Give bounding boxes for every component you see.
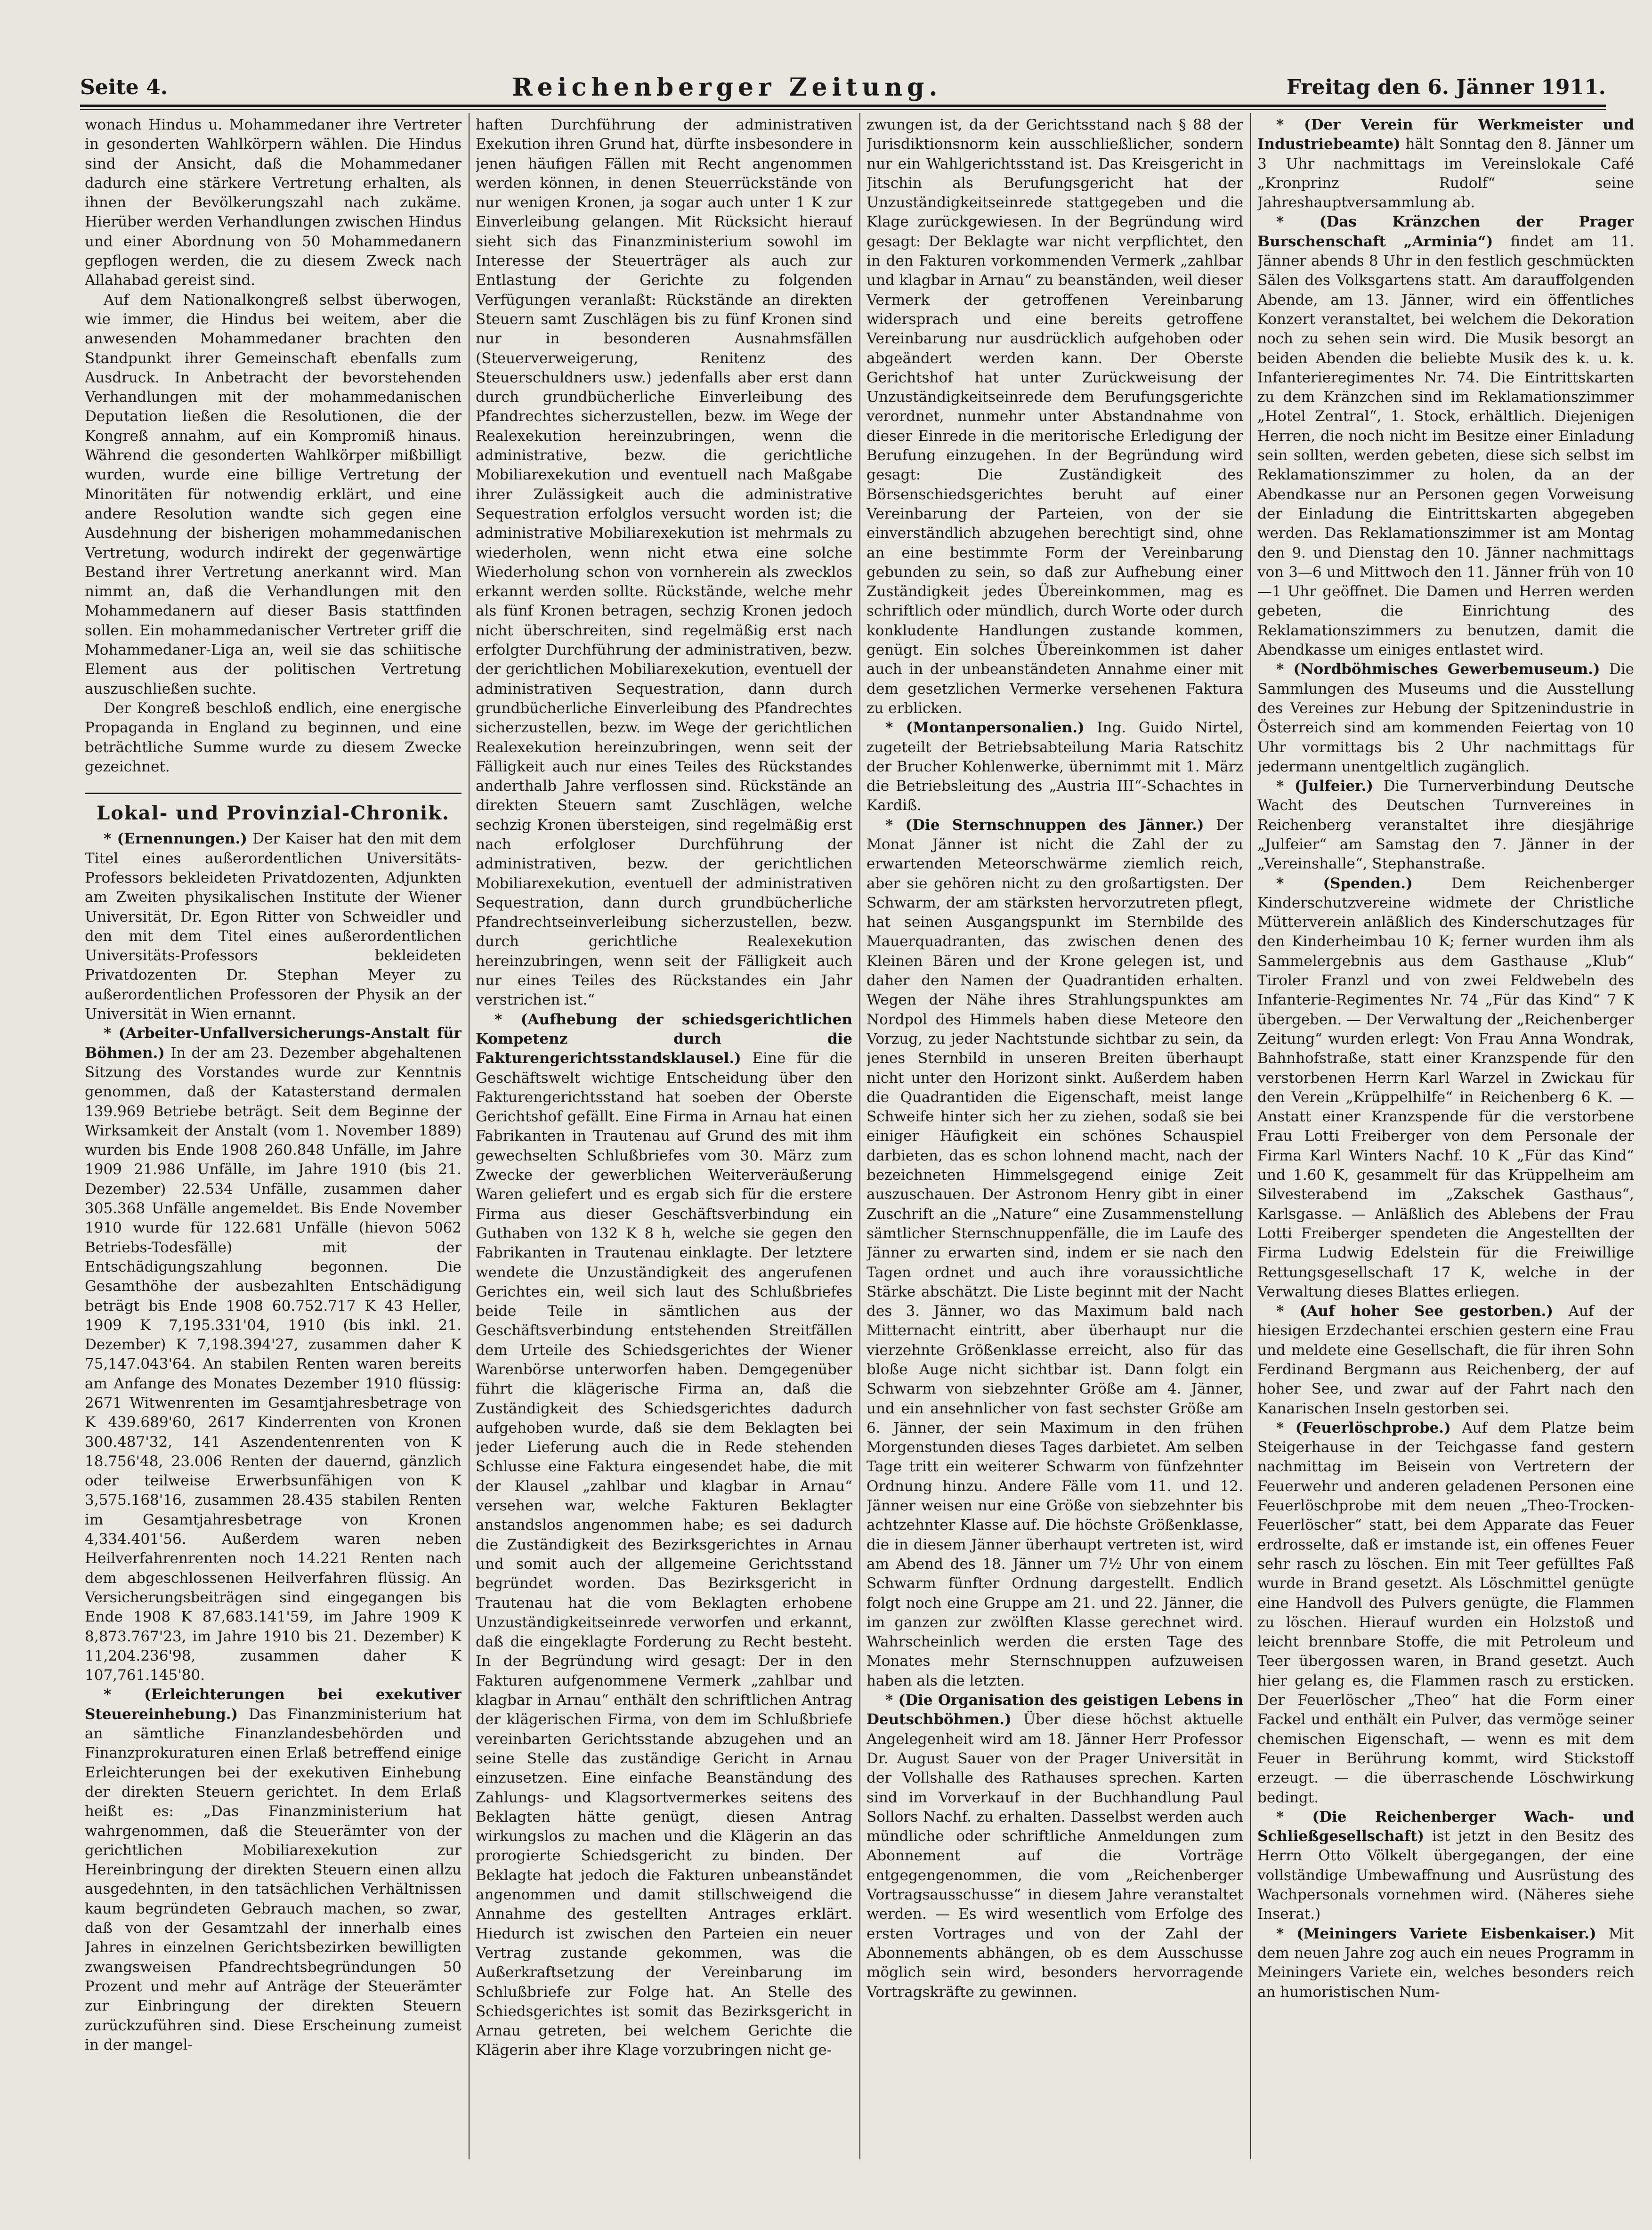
news-item-body: In der am 23. Dezember abgehaltenen Sitzung des Vorstandes wurde zur Kenntnis genommen, daß der Katasterstand dermalen 139.969 Betriebe beträgt. Seit dem Beginne der Wirksamkeit der Anstalt (vom 1. November 1889) wurden bis Ende 1908 260.848 Unfälle, im Jahre 1909 21.986 Unfälle, im Jahre 1910 (bis 21. Dezember) 22.534 Unfälle, zusammen daher 305.368 Unfälle angemeldet. Bis Ende November 1910 wurde für 122.681 Unfälle (hievon 5062 Betriebs-Todesfälle) mit der Entschädigungszahlung begonnen. Die Gesamthöhe der ausbezahlten Entschädigung beträgt bis Ende 1908 60.752.717 K 43 Heller, 1909 K 7,195.331'04, 1910 (bis inkl. 21. Dezember) K 7,198.394'27, zusammen daher K 75,147.043'64. An stabilen Renten waren bereits am Anfange des Monates Dezember 1910 flüssig: 2671 Witwenrenten im Gesamtjahresbetrage von K 439.689'60, 2617 Kinderrenten von Kronen 300.487'32, 141 Aszendentenrenten von K 18.756'48, 23.006 Renten der dauernd, gänzlich oder teilweise Erwerbsunfähigen von K 3,575.168'16, zusammen 28.435 stabilen Renten im Gesamtjahresbetrage von Kronen 4,334.401'56. Außerdem waren neben Heilverfahrenrenten noch 14.221 Renten nach dem abgeschlossenen Heilverfahren flüssig. An Versicherungsbeiträgen sind eingegangen bis Ende 1908 K 87,683.141'59, im Jahre 1909 K 8,873.767'23, im Jahre 1910 bis 21. Dezember) K 11,204.236'98, zusammen daher K 107,761.145'80. bbox=[85, 1044, 462, 1684]
page-header bbox=[80, 71, 1606, 104]
news-item-body: Der Kaiser hat den mit dem Titel eines außerordentlichen Universitäts-Professors bekleideten Privatdozenten, Adjunkten am Zweiten physikalischen Institute der Wiener Universität, Dr. Egon Ritter von Schweidler und den mit dem Titel eines außerordentlichen Universitäts-Professors bekleideten Privatdozenten Dr. Stephan Meyer zu außerordentlichen Professoren der Physik an der Universität in Wien ernannt. bbox=[85, 830, 462, 1023]
news-item-heading: * (Montanpersonalien.) bbox=[885, 719, 1085, 737]
news-item bbox=[1257, 1808, 1634, 1924]
header-rule bbox=[80, 105, 1606, 107]
news-item bbox=[1257, 212, 1634, 660]
news-item-body: Das Finanzministerium hat an sämtliche Finanzlandesbehörden und Finanzprokuraturen einen Erlaß betreffend einige Erleichterungen bei der exekutiven Einhebung der direkten Steuern gerichtet. In dem Erlaß heißt es: „Das Finanzministerium hat wahrgenommen, daß die Steuerämter von der gerichtlichen Mobiliarexekution zur Hereinbringung der direkten Steuern einen allzu ausgedehnten, in den tatsächlichen Verhältnissen kaum begründeten Gebrauch machen, so zwar, daß von der Gesamtzahl der innerhalb eines Jahres in einzelnen Gerichtsbezirken bewilligten zwangsweisen Pfandrechtsbegründungen 50 Prozent und mehr auf Anträge der Steuerämter zur Einbringung der direkten Steuern zurückzuführen sind. Diese Erscheinung zumeist in der mangel- bbox=[85, 1705, 462, 2053]
column-divider bbox=[469, 113, 470, 2159]
newspaper-masthead: Reichenberger Zeitung. bbox=[512, 73, 942, 102]
news-item bbox=[85, 1024, 462, 1685]
news-item-heading: * (Das Kränzchen der Prager Burschenschaft „Arminia“) bbox=[1257, 213, 1634, 250]
news-item-body: Die Turnerverbindung Deutsche Wacht des Deutschen Turnvereines in Reichenberg veranstaltet ihre diesjährige „Julfeier“ am Samstag den 7. Jänner in der „Vereinshalle“, Stephanstraße. bbox=[1257, 778, 1634, 873]
news-item bbox=[1257, 1302, 1634, 1419]
news-item-body: ist jetzt in den Besitz des Herrn Otto Völkelt übergegangen, der eine vollständige Umbewaffnung und Ausrüstung des Wachpersonals vornehmen wird. (Näheres siehe Inserat.) bbox=[1257, 1828, 1634, 1923]
news-item-heading: * (Die Reichenberger Wach- und Schließgesellschaft) bbox=[1257, 1808, 1634, 1845]
news-item bbox=[1257, 1924, 1634, 2002]
news-item bbox=[476, 1010, 852, 2060]
news-item-heading: * (Julfeier.) bbox=[1276, 778, 1373, 795]
news-item-heading: * (Nordböhmisches Gewerbemuseum.) bbox=[1276, 661, 1600, 678]
news-item bbox=[1257, 660, 1634, 777]
news-item-heading: * (Die Sternschnuppen des Jänner.) bbox=[885, 816, 1204, 834]
news-item-body: Dem Reichenberger Kinderschutzvereine widmete der Christliche Mütterverein anläßlich des Kinderschutzages für den Kinderheimbau 10 K; ferner wurden ihm als Sammelergebnis aus dem Gasthause „Klub“ Tiroler Franzl und von zwei Feldwebeln des Infanterie-Regimentes Nr. 74 „Für das Kind“ 7 K übergeben. — Der Verwaltung der „Reichenberger Zeitung“ wurden erlegt: Von Frau Anna Wondrak, Bahnhofstraße, statt einer Kranzspende für den verstorbenen Herrn Karl Warzel in Zwickau für den Verein „Krüppelhilfe“ in Reichenberg 6 K. — Anstatt einer Kranzspende für die verstorbene Frau Lotti Freiberger von dem Personale der Firma Karl Winters Nachf. 10 K „Für das Kind“ und 1.60 K, gesammelt für das Krüppelheim am Silvesterabend im „Zakschek Gasthaus“, Karlsgasse. — Anläßlich des Ablebens der Frau Lotti Freiberger spendeten die Angestellten der Firma Ludwig Edelstein für die Freiwillige Rettungsgesellschaft 17 K, welche in der Verwaltung dieses Blattes erliegen. bbox=[1257, 875, 1634, 1300]
news-item bbox=[866, 816, 1243, 1691]
news-item-body: Ing. Guido Nirtel, zugeteilt der Betriebsabteilung Maria Ratschitz der Brucher Kohlenwerke, übernimmt mit 1. März die Betriebsleitung des „Austria III“-Schachtes in Kardiß. bbox=[866, 719, 1243, 814]
column-1 bbox=[85, 115, 462, 2159]
news-item bbox=[1257, 874, 1634, 1302]
news-item bbox=[866, 718, 1243, 815]
article-paragraph: Auf dem Nationalkongreß selbst überwogen, wie immer, die Hindus bei weitem, aber die anwesenden Mohammedaner brachten den Standpunkt ihrer Gemeinschaft ebenfalls zum Ausdruck. In Anbetracht der bevorstehenden Verhandlungen mit der mohammedanischen Deputation ließen die Resolutionen, die der Kongreß annahm, auf ein Kompromiß hinaus. Während die gesonderten Wahlkörper mißbilligt wurden, wurde eine billige Vertretung der Minoritäten für notwendig erklärt, und eine andere Resolution wandte sich gegen eine Ausdehnung der bisherigen mohammedanischen Vertretung, wodurch indirekt der gegenwärtige Bestand ihrer Vertretung anerkannt wird. Man nimmt an, daß die Verhandlungen mit den Mohammedanern auf dieser Basis stattfinden sollen. Ein mohammedanischer Vertreter griff die Mohammedaner-Liga an, weil sie das schiitische Element aus der politischen Vertretung auszuschließen suchte. bbox=[85, 291, 462, 697]
news-item-heading: * (Ernennungen.) bbox=[104, 830, 247, 848]
news-item bbox=[1257, 777, 1634, 874]
news-item-body: Über diese höchst aktuelle Angelegenheit wird am 18. Jänner Herr Professor Dr. August Sauer von der Prager Universität in der Vollshalle des Rathauses sprechen. Karten sind im Vorverkauf in der Buchhandlung Paul Sollors Nachf. zu erhalten. Dasselbst werden auch mündliche oder schriftliche Anmeldungen zum Abonnement auf die Vorträge entgegengenommen, die vom „Reichenberger Vortragsausschusse“ in diesem Jahre veranstaltet werden. — Es wird wesentlich vom Erfolge des ersten Vortrages und von der Zahl der Abonnements abhängen, ob es dem Ausschusse möglich sein wird, besonders hervorragende Vortragskräfte zu gewinnen. bbox=[866, 1711, 1243, 2001]
article-paragraph: haften Durchführung der administrativen Exekution ihren Grund hat, dürfte insbesondere in jenen häufigen Fällen mit Recht angenommen werden können, in denen Steuerrückstände von nur wenigen Kronen, ja sogar auch unter 1 K zur Einverleibung gelangen. Mit Rücksicht hierauf sieht sich das Finanzministerium sowohl im Interesse der Steuerträger als auch zur Entlastung der Gerichte zu folgenden Verfügungen veranlaßt: Rückstände an direkten Steuern samt Zuschlägen bis zu fünf Kronen sind nur in besonderen Ausnahmsfällen (Steuerverweigerung, Renitenz des Steuerschuldners usw.) jedenfalls aber erst dann durch grundbücherliche Einverleibung des Pfandrechtes sicherzustellen, bezw. im Wege der Realexekution hereinzubringen, wenn die administrative, bezw. die gerichtliche Mobiliarexekution und eventuell nach Maßgabe ihrer Zulässigkeit auch die administrative Sequestration erfolglos versucht worden ist; die administrative Mobiliarexekution ist mehrmals zu wiederholen, wenn nicht etwa eine solche Wiederholung schon von vornherein als zwecklos erkannt werden sollte. Rückstände, welche mehr als fünf Kronen betragen, sechzig Kronen jedoch nicht überschreiten, sind regelmäßig erst nach erfolgter Durchführung der administrativen, bezw. der gerichtlichen Mobiliarexekution, eventuell der administrativen Sequestration, dann durch grundbücherliche Einverleibung des Pfandrechtes sicherzustellen, bezw. im Wege der gerichtlichen Realexekution hereinzubringen, wenn seit der Fälligkeit auch nur eines Teiles des Rückstandes anderthalb Jahre verflossen sind. Rückstände an direkten Steuern samt Zuschlägen, welche sechzig Kronen übersteigen, sind regelmäßig erst nach erfolgloser Durchführung der administrativen, bezw. der gerichtlichen Mobiliarexekution, eventuell der administrativen Sequestration, dann durch grundbücherliche Pfandrechtseinverleibung sicherzustellen, bezw. durch gerichtliche Realexekution hereinzubringen, wenn seit der Fälligkeit auch nur eines Teiles des Rückstandes ein Jahr verstrichen ist.“ bbox=[476, 116, 852, 1009]
news-item-heading: * (Spenden.) bbox=[1276, 875, 1413, 892]
section-heading: Lokal- und Provinzial-Chronik. bbox=[85, 793, 462, 823]
news-item-heading: * (Feuerlöschprobe.) bbox=[1276, 1419, 1451, 1436]
column-divider bbox=[1250, 113, 1251, 2159]
header-rule-thin bbox=[80, 109, 1606, 110]
news-item-body: Der Monat Jänner ist nicht die Zahl der zu erwartenden Meteorschwärme ziemlich reich, aber sie gehören nicht zu den großartigsten. Der Schwarm, der am stärksten hervorzutreten pflegt, hat seinen Ausgangspunkt im Sternbilde des Mauerquadranten, das zwischen denen des Kleinen Bären und der Krone gelegen ist, und daher den Namen der Quadrantiden erhalten. Wegen der Nähe ihres Strahlungspunktes am Nordpol des Himmels haben diese Meteore den Vorzug, zu jeder Nachtstunde sichtbar zu sein, da jenes Sternbild in unseren Breiten überhaupt nicht unter den Horizont sinkt. Außerdem haben die Quadrantiden die Eigenschaft, meist lange Schweife hinter sich her zu ziehen, sodaß sie bei einiger Häufigkeit ein schönes Schauspiel darbieten, das es schon lohnend macht, nach der bezeichneten Himmelsgegend einige Zeit auszuschauen. Der Astronom Henry gibt in einer Zuschrift an die „Nature“ eine Zusammenstellung sämtlicher Sternschnuppenfälle, die im Laufe des Jänner zu erwarten sind, indem er sie nach den Tagen ordnet und auch ihre voraussichtliche Stärke abschätzt. Die Liste beginnt mit der Nacht des 3. Jänner, wo das Maximum bald nach Mitternacht eintritt, aber überhaupt nur die vierzehnte Größenklasse erreicht, also für das bloße Auge nicht sichtbar ist. Dann folgt ein Schwarm von siebzehnter Größe am 4. Jänner, und ein ansehnlicher von fast sechster Größe am 6. Jänner, der sein Maximum in den frühen Morgenstunden dieses Tages darbietet. Am selben Tage tritt ein weiterer Schwarm von fünfzehnter Ordnung hinzu. Andere Fälle vom 11. und 12. Jänner weisen nur eine Größe von siebzehnter bis achtzehnter Klasse auf. Die höchste Größenklasse, die in diesem Jänner überhaupt vertreten ist, wird am Abend des 18. Jänner um 7½ Uhr von einem Schwarm fünfter Ordnung dargestellt. Endlich folgt noch eine Gruppe am 21. und 22. Jänner, die im ganzen zur zwölften Klasse gerechnet wird. Wahrscheinlich werden die ersten Tage des Monates mehr Sternschnuppen aufzuweisen haben als die letzten. bbox=[866, 816, 1243, 1689]
news-item-heading: * (Meiningers Variete Eisbenkaiser.) bbox=[1276, 1925, 1596, 1942]
news-item bbox=[85, 829, 462, 1024]
news-item-heading: * (Arbeiter-Unfallversicherungs-Anstalt für Böhmen.) bbox=[85, 1025, 462, 1062]
news-item-heading: * (Auf hoher See gestorben.) bbox=[1276, 1303, 1554, 1320]
news-item-heading: * (Erleichterungen bei exekutiver Steuereinhebung.) bbox=[85, 1686, 462, 1723]
article-paragraph: wonach Hindus u. Mohammedaner ihre Vertreter in gesonderten Wahlkörpern wählen. Die Hindus sind der Ansicht, daß die Mohammedaner dadurch eine stärkere Vertretung erhalten, als ihnen der Bevölkerungszahl nach zukäme. Hierüber werden Verhandlungen zwischen Hindus und einer Abordnung von 50 Mohammedanern gepflogen werden, die zu diesem Zweck nach Allahabad gereist sind. bbox=[85, 116, 462, 289]
news-item-body: Eine für die Geschäftswelt wichtige Entscheidung über den Fakturengerichtsstand hat soeben der Oberste Gerichtshof gefällt. Eine Firma in Arnau hat einen Fabrikanten in Trautenau auf Grund des mit ihm gewechselten Schlußbriefes vom 30. März zum Zwecke der gewerblichen Weiterveräußerung Waren geliefert und es ergab sich für die erstere Firma aus dieser Geschäftsverbindung ein Guthaben von 132 K 8 h, welche sie gegen den Fabrikanten in Trautenau einklagte. Der letztere wendete die Unzuständigkeit des angerufenen Gerichtes ein, weil sich laut des Schlußbriefes beide Teile in sämtlichen aus der Geschäftsverbindung entstehenden Streitfällen dem Urteile des Schiedsgerichtes der Wiener Warenbörse unterworfen haben. Demgegenüber führt die klägerische Firma an, daß die Zuständigkeit des Schiedsgerichtes dadurch aufgehoben wurde, daß sie dem Beklagten bei jeder Lieferung auch die in Rede stehenden Schlusse eine Faktura eingesendet habe, die mit der Klausel „zahlbar und klagbar in Arnau“ versehen war, welche Fakturen Beklagter anstandslos angenommen habe; es sei dadurch die Zuständigkeit des Bezirksgerichtes in Arnau und somit auch der allgemeine Gerichtsstand begründet worden. Das Bezirksgericht in Trautenau hat die vom Beklagten erhobene Unzuständigkeitseinrede verworfen und erkannt, daß die eingeklagte Forderung zu Recht besteht. In der Begründung wird gesagt: Der in den Fakturen aufgenommene Vermerk „zahlbar und klagbar in Arnau“ enthält den schriftlichen Antrag der klägerischen Firma, von dem im Schlußbriefe vereinbarten Gerichtsstande abzugehen und an seine Stelle das zuständige Gericht in Arnau einzusetzen. Eine einfache Beanständung des Zahlungs- und Klagsortvermerkes seitens des Beklagten hätte genügt, diesen Antrag wirkungslos zu machen und die Klägerin an das prorogierte Schiedsgericht zu binden. Der Beklagte hat jedoch die Fakturen unbeanständet angenommen und damit stillschweigend die Annahme des gestellten Antrages erklärt. Hiedurch ist zwischen den Parteien ein neuer Vertrag zustande gekommen, was die Außerkraftsetzung der Vereinbarung im Schlußbriefe zur Folge hat. An Stelle des Schiedsgerichtes ist somit das Bezirksgericht in Arnau getreten, bei welchem Gerichte die Klägerin aber ihre Klage vorzubringen nicht ge- bbox=[476, 1050, 852, 2059]
news-item-body: hält Sonntag den 8. Jänner um 3 Uhr nachmittags im Vereinslokale Café „Kronprinz Rudolf“ seine Jahreshauptversammlung ab. bbox=[1257, 136, 1634, 211]
news-item-body: Auf der hiesigen Erzdechantei erschien gestern eine Frau und meldete eine Gesellschaft, die für ihren Sohn Ferdinand Bergmann aus Reichenberg, der auf hoher See, und zwar auf der Fahrt nach den Kanarischen Inseln gestorben sei. bbox=[1257, 1303, 1634, 1417]
news-item bbox=[85, 1685, 462, 2055]
news-item bbox=[1257, 115, 1634, 212]
news-item-body: Die Sammlungen des Museums und die Ausstellung des Vereines zur Hebung der Spitzenindustrie in Österreich sind am kommenden Feiertag von 10 Uhr vormittags bis 2 Uhr nachmittags für jedermann unentgeltlich zugänglich. bbox=[1257, 661, 1634, 775]
news-item-heading: * (Der Verein für Werkmeister und Industriebeamte) bbox=[1257, 116, 1634, 153]
news-item-heading: * (Die Organisation des geistigen Lebens in Deutschböhmen.) bbox=[866, 1692, 1243, 1728]
article-paragraph: zwungen ist, da der Gerichtsstand nach § 88 der Jurisdiktionsnorm kein ausschließlicher, sondern nur ein Wahlgerichtsstand ist. Das Kreisgericht in Jitschin als Berufungsgericht hat der Unzuständigkeitseinrede stattgegeben und die Klage zurückgewiesen. In der Begründung wird gesagt: Der Beklagte war nicht verpflichtet, den in den Fakturen vorkommenden Vermerk „zahlbar und klagbar in Arnau“ zu beanständen, weil dieser Vermerk der getroffenen Vereinbarung widersprach und eine bereits getroffene Vereinbarung nur ausdrücklich aufgehoben oder abgeändert werden kann. Der Oberste Gerichtshof hat unter Zurückweisung der Unzuständigkeitseinrede dem Berufungsgerichte verordnet, nunmehr unter Abstandnahme von dieser Einrede in die meritorische Erledigung der Berufung einzugehen. In der Begründung wird gesagt: Die Zuständigkeit des Börsenschiedsgerichtes beruht auf einer Vereinbarung der Parteien, von der sie einverständlich abzugehen berechtigt sind, ohne an eine bestimmte Form der Vereinbarung gebunden zu sein, so daß zur Aufhebung einer Zuständigkeit jedes Übereinkommen, mag es schriftlich oder mündlich, durch Worte oder durch konkludente Handlungen zustande kommen, genügt. Ein solches Übereinkommen ist daher auch in der unbeanständeten Annahme einer mit dem gesetzlichen Vermerke versehenen Faktura zu erblicken. bbox=[866, 116, 1243, 717]
news-item-heading: * (Aufhebung der schiedsgerichtlichen Kompetenz durch die Fakturengerichtsstandsklausel.) bbox=[476, 1011, 852, 1067]
news-item bbox=[1257, 1419, 1634, 1808]
news-item-body: Auf dem Platze beim Steigerhause in der Teichgasse fand gestern nachmittag im Beisein von Vertretern der Feuerwehr und anderen geladenen Personen eine Feuerlöschprobe mit dem neuen „Theo-Trocken-Feuerlöscher“ statt, bei dem Apparate das Feuer erdrosselte, daß er imstande ist, ein offenes Feuer sehr rasch zu löschen. Ein mit Teer gefülltes Faß wurde in Brand gesetzt. Als Löschmittel genügte eine Handvoll des Pulvers genügte, die Flammen zu löschen. Hierauf wurden ein Holzstoß und leicht brennbare Stoffe, die mit Petroleum und Teer übergossen waren, in Brand gesetzt. Auch hier gelang es, die Flammen rasch zu ersticken. Der Feuerlöscher „Theo“ hat die Form einer Fackel und enthält ein Pulver, das vermöge seiner chemischen Eigenschaft, — wenn es mit dem Feuer in Berührung kommt, wird Stickstoff erzeugt. — die überraschende Löschwirkung bedingt. bbox=[1257, 1419, 1634, 1806]
news-item bbox=[866, 1691, 1243, 2002]
column-3 bbox=[866, 115, 1243, 2159]
column-4 bbox=[1257, 115, 1634, 2159]
news-item-body: Mit dem neuen Jahre zog auch ein neues Programm in Meiningers Variete ein, welches besonders reich an humoristischen Num- bbox=[1257, 1925, 1634, 2001]
article-paragraph: Der Kongreß beschloß endlich, eine energische Propaganda in England zu beginnen, und eine beträchtliche Summe wurde zu diesem Zwecke gezeichnet. bbox=[85, 699, 462, 775]
column-2 bbox=[476, 115, 852, 2159]
news-item-body: findet am 11. Jänner abends 8 Uhr in den festlich geschmückten Sälen des Volksgartens statt. Am darauffolgenden Abende, am 13. Jänner, wird ein öffentliches Konzert veranstaltet, bei welchem die Dekoration noch zu sehen sein wird. Die Musik besorgt an beiden Abenden die beliebte Musik des k. u. k. Infanterieregimentes Nr. 74. Die Eintrittskarten zu dem Kränzchen sind im Reklamationszimmer „Hotel Zentral“, 1. Stock, erhältlich. Diejenigen Herren, die noch nicht im Besitze einer Einladung sein sollten, werden gebeten, diese sich selbst im Reklamationszimmer zu holen, da an der Abendkasse nur an Personen gegen Vorweisung der Einladung die Eintrittskarten abgegeben werden. Das Reklamationszimmer ist am Montag den 9. und Dienstag den 10. Jänner nachmittags von 3—6 und Mittwoch den 11. Jänner früh von 10—1 Uhr geöffnet. Die Damen und Herren werden gebeten, die Einrichtung des Reklamationszimmers zu benutzen, damit die Abendkasse um einiges entlastet wird. bbox=[1257, 233, 1634, 659]
column-divider bbox=[859, 113, 860, 2159]
page-number: Seite 4. bbox=[80, 75, 168, 99]
issue-date: Freitag den 6. Jänner 1911. bbox=[1286, 75, 1606, 99]
